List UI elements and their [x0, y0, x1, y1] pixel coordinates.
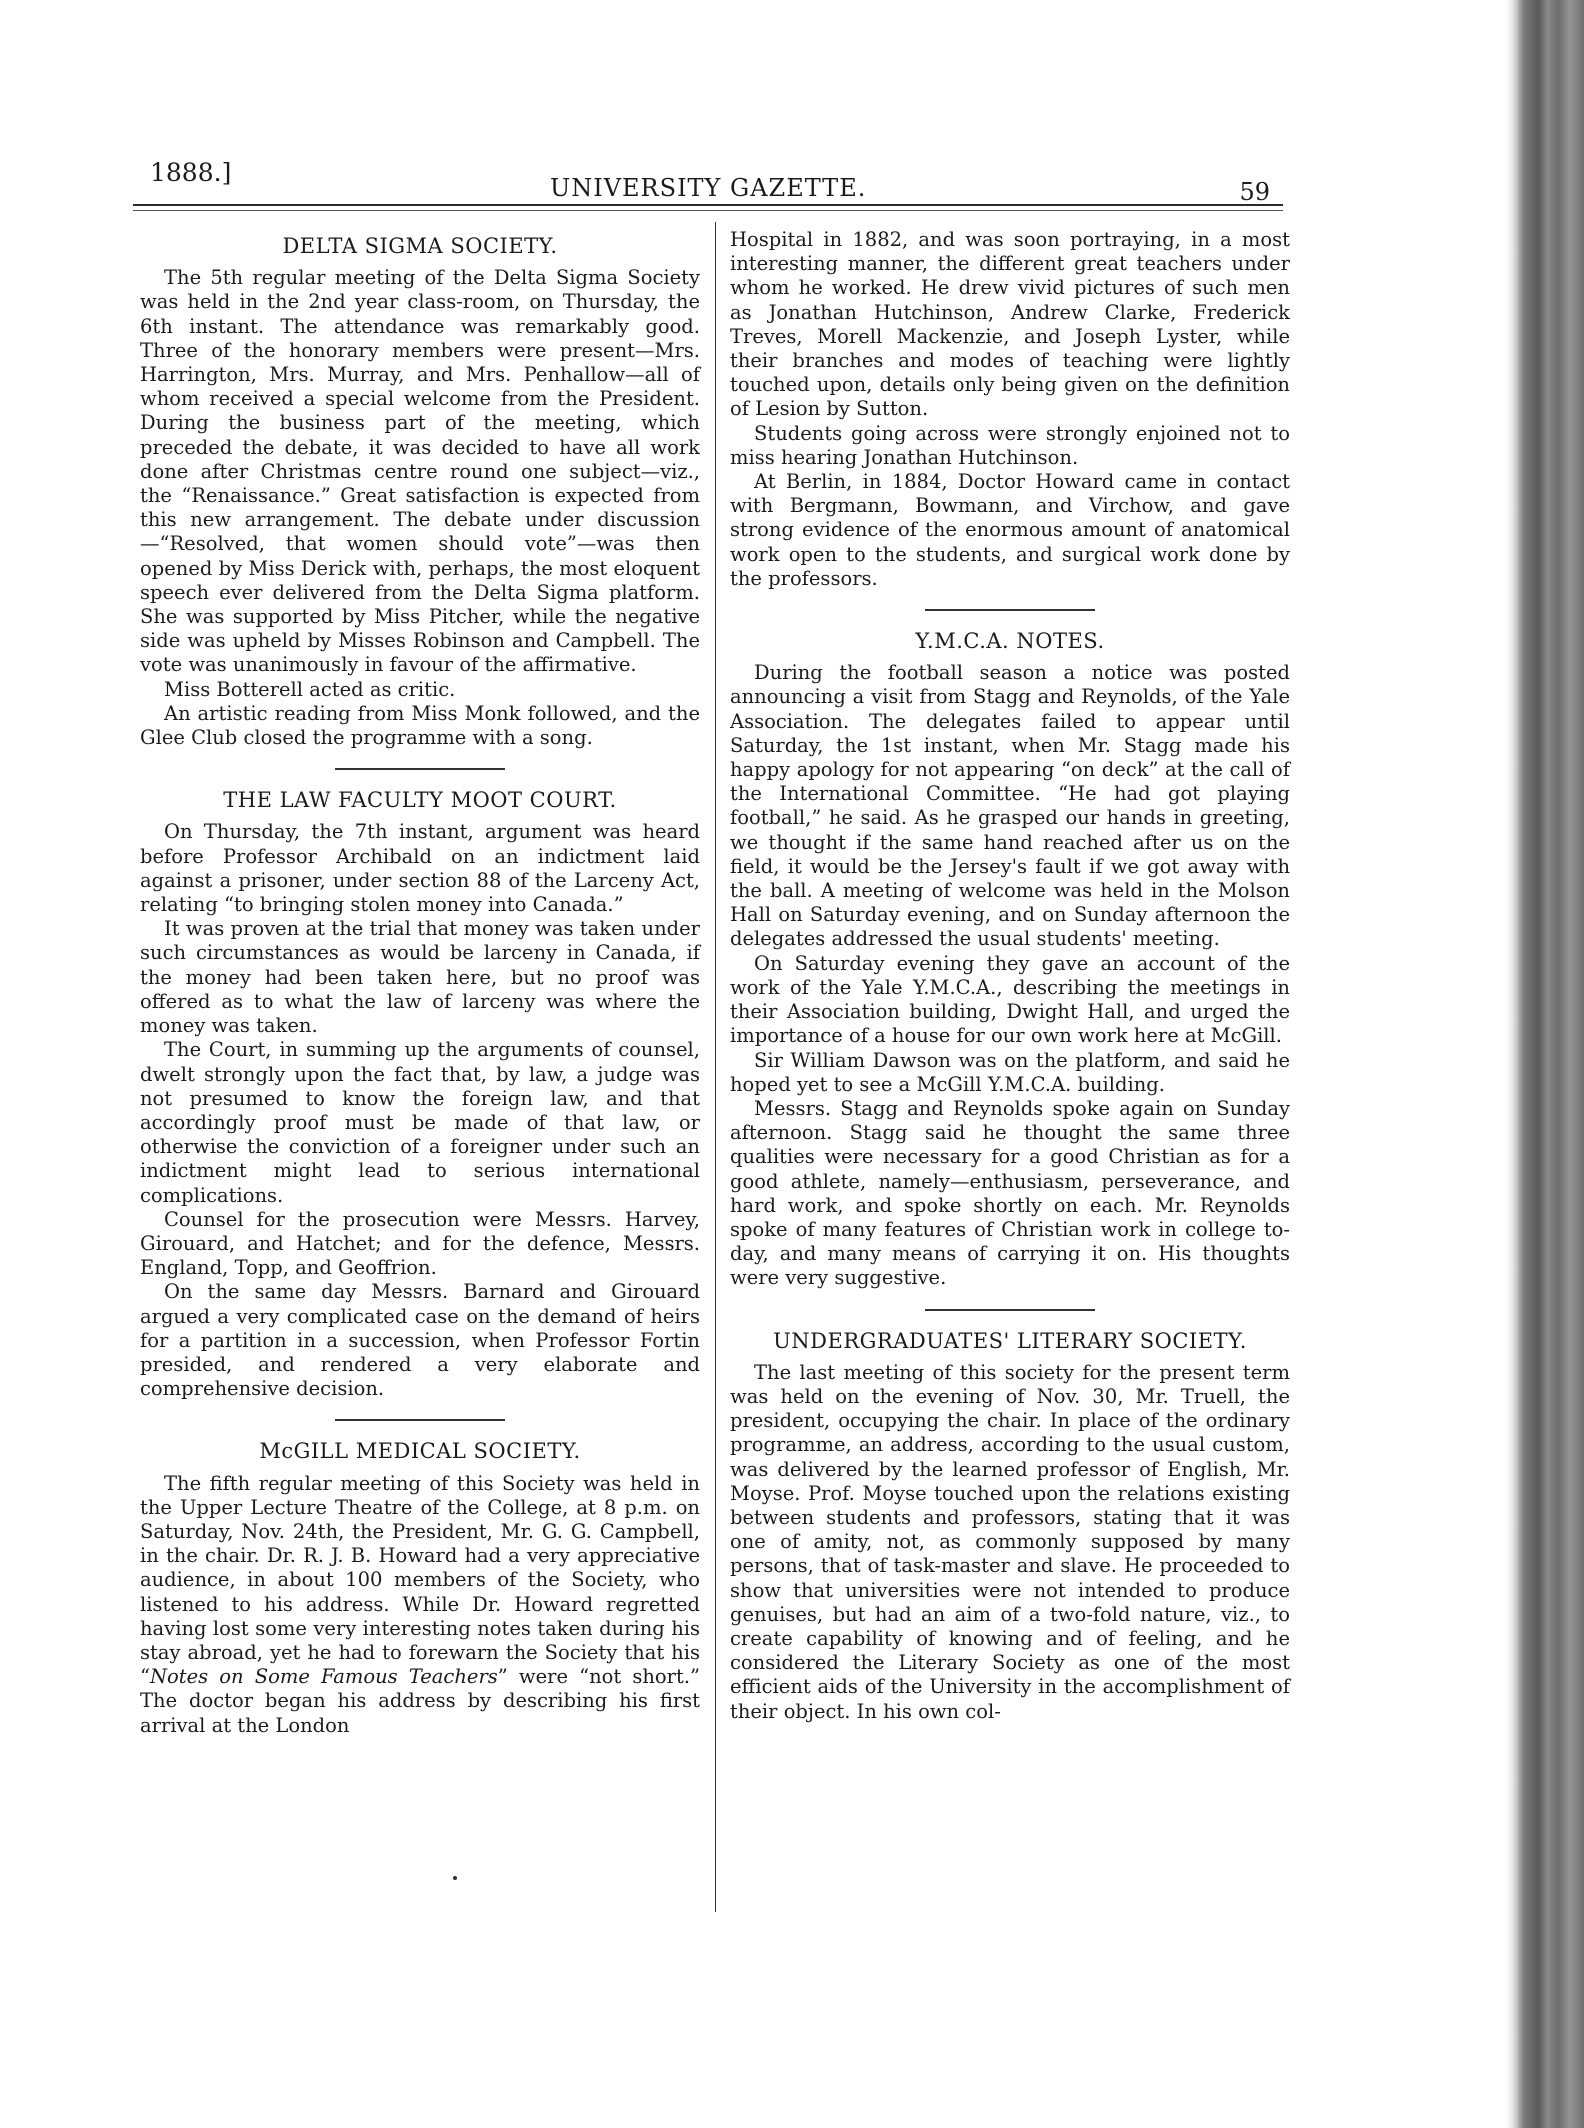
paragraph: Hospital in 1882, and was soon portraying, in a most interesting manner, the different great teachers under whom he worked. He drew vivid pictures of such men as Jonathan Hutchinson, Andrew Clarke, Frederick Treves, Morell Mackenzie, and Joseph Lyster, while their branches and modes of teaching were lightly touched upon, details only being given on the definition of Lesion by Sutton.: [730, 228, 1290, 421]
paragraph: It was proven at the trial that money was taken under such circumstances as would be larceny in Canada, if the money had been taken here, but no proof was offered as to what the law of larceny was where the money was taken.: [140, 917, 700, 1038]
header-rule: [133, 204, 1283, 206]
paragraph: The 5th regular meeting of the Delta Sigma Society was held in the 2nd year class-room, on Thursday, the 6th instant. The attendance was remarkably good. Three of the honorary members were present—Mrs. Harrington, Mrs. Murray, and Mrs. Penhallow—all of whom received a special welcome from the President. During the business part of the meeting, which preceded the debate, it was decided to have all work done after Christmas centre round one subject—viz., the “Renaissance.” Great satisfaction is expected from this new arrangement. The debate under discussion—“Resolved, that women should vote”—was then opened by Miss Derick with, perhaps, the most eloquent speech ever delivered from the Delta Sigma platform. She was supported by Miss Pitcher, while the negative side was upheld by Misses Robinson and Campbell. The vote was unanimously in favour of the affirmative.: [140, 266, 700, 677]
paragraph: On Thursday, the 7th instant, argument was heard before Professor Archibald on an indictment laid against a prisoner, under section 88 of the Larceny Act, relating “to bringing stolen money into Canada.”: [140, 820, 700, 917]
right-column: [730, 228, 1290, 1724]
print-speck: [453, 1876, 457, 1880]
section-title-medical-society: McGILL MEDICAL SOCIETY.: [259, 1439, 581, 1464]
left-column: [140, 228, 700, 1738]
header-year: 1888.]: [150, 158, 232, 187]
section-title-delta-sigma: DELTA SIGMA SOCIETY.: [282, 234, 558, 258]
running-header: [150, 152, 1270, 206]
paragraph: Miss Botterell acted as critic.: [164, 677, 456, 701]
paragraph: Sir William Dawson was on the platform, and said he hoped yet to see a McGill Y.M.C.A. building.: [730, 1048, 1290, 1096]
section-divider: [925, 609, 1095, 611]
section-divider: [335, 1419, 505, 1421]
paragraph: Students going across were strongly enjoined not to miss hearing Jonathan Hutchinson.: [730, 421, 1290, 469]
text-run: ” were “not short.” The doctor began his address by describing his first arrival at the London: [140, 1665, 700, 1737]
section-title-ymca: Y.M.C.A. NOTES.: [915, 629, 1105, 654]
paragraph: The Court, in summing up the arguments of counsel, dwelt strongly upon the fact that, by law, a judge was not presumed to know the foreign law, and that accordingly proof must be made of that law, or otherwise the conviction of a foreigner under such an indictment might lead to serious international complications.: [140, 1038, 700, 1207]
text-run: The fifth regular meeting of this Society was held in the Upper Lecture Theatre of the College, at 8 p.m. on Saturday, Nov. 24th, the President, Mr. G. G. Campbell, in the chair. Dr. R. J. B. Howard had a very appreciative audience, in about 100 members of the Society, who listened to his address. While Dr. Howard regretted having lost some very interesting notes taken during his stay abroad, yet he had to forewarn the Society that his “: [140, 1471, 700, 1689]
header-title: UNIVERSITY GAZETTE.: [550, 174, 867, 202]
section-divider: [925, 1309, 1095, 1311]
italic-title: Notes on Some Famous Teachers: [149, 1665, 498, 1689]
section-title-moot-court: THE LAW FACULTY MOOT COURT.: [223, 788, 617, 813]
page-edge: [1506, 0, 1518, 2128]
paragraph: During the football season a notice was posted announcing a visit from Stagg and Reynolds, of the Yale Association. The delegates failed to appear until Saturday, the 1st instant, when Mr. Stagg made his happy apology for not appearing “on deck” at the call of the International Committee. “He had got playing football,” he said. As he grasped our hands in greeting, we thought if the same hand reached after us on the field, it would be the Jersey's fault if we got away with the ball. A meeting of welcome was held in the Molson Hall on Saturday evening, and on Sunday afternoon the delegates addressed the usual students' meeting.: [730, 661, 1290, 951]
paragraph: An artistic reading from Miss Monk followed, and the Glee Club closed the programme with a song.: [140, 701, 700, 750]
paragraph: Counsel for the prosecution were Messrs. Harvey, Girouard, and Hatchet; and for the defence, Messrs. England, Topp, and Geoffrion.: [140, 1207, 700, 1280]
column-divider: [715, 222, 716, 1912]
paragraph: [140, 1472, 700, 1738]
book-binding: [1518, 0, 1584, 2128]
header-rule-thin: [133, 210, 1283, 211]
paragraph: On Saturday evening they gave an account of the work of the Yale Y.M.C.A., describing the meetings in their Association building, Dwight Hall, and urged the importance of a house for our own work here at McGill.: [730, 951, 1290, 1048]
section-divider: [335, 768, 505, 770]
paragraph: At Berlin, in 1884, Doctor Howard came in contact with Bergmann, Bowmann, and Virchow, and gave strong evidence of the enormous amount of anatomical work open to the students, and surgical work done by the professors.: [730, 470, 1290, 590]
paragraph: The last meeting of this society for the present term was held on the evening of Nov. 30, Mr. Truell, the president, occupying the chair. In place of the ordinary programme, an address, according to the usual custom, was delivered by the learned professor of English, Mr. Moyse. Prof. Moyse touched upon the relations existing between students and professors, stating that it was one of amity, not, as commonly supposed by many persons, that of task-master and slave. He proceeded to show that universities were not intended to produce genuises, but had an aim of a two-fold nature, viz., to create capability of knowing and of feeling, and he considered the Literary Society as one of the most efficient aids of the University in the accomplishment of their object. In his own col-: [730, 1360, 1290, 1723]
page-number: 59: [1239, 178, 1270, 206]
section-title-literary-society: UNDERGRADUATES' LITERARY SOCIETY.: [773, 1328, 1247, 1353]
paragraph: Messrs. Stagg and Reynolds spoke again on Sunday afternoon. Stagg said he thought the same three qualities were necessary for a good Christian as for a good athlete, namely—enthusiasm, perseverance, and hard work, and spoke shortly on each. Mr. Reynolds spoke of many features of Christian work in college to-day, and many means of carrying it on. His thoughts were very suggestive.: [730, 1096, 1290, 1290]
paragraph: On the same day Messrs. Barnard and Girouard argued a very complicated case on the demand of heirs for a partition in a succession, when Professor Fortin presided, and rendered a very elaborate and comprehensive decision.: [140, 1280, 700, 1401]
